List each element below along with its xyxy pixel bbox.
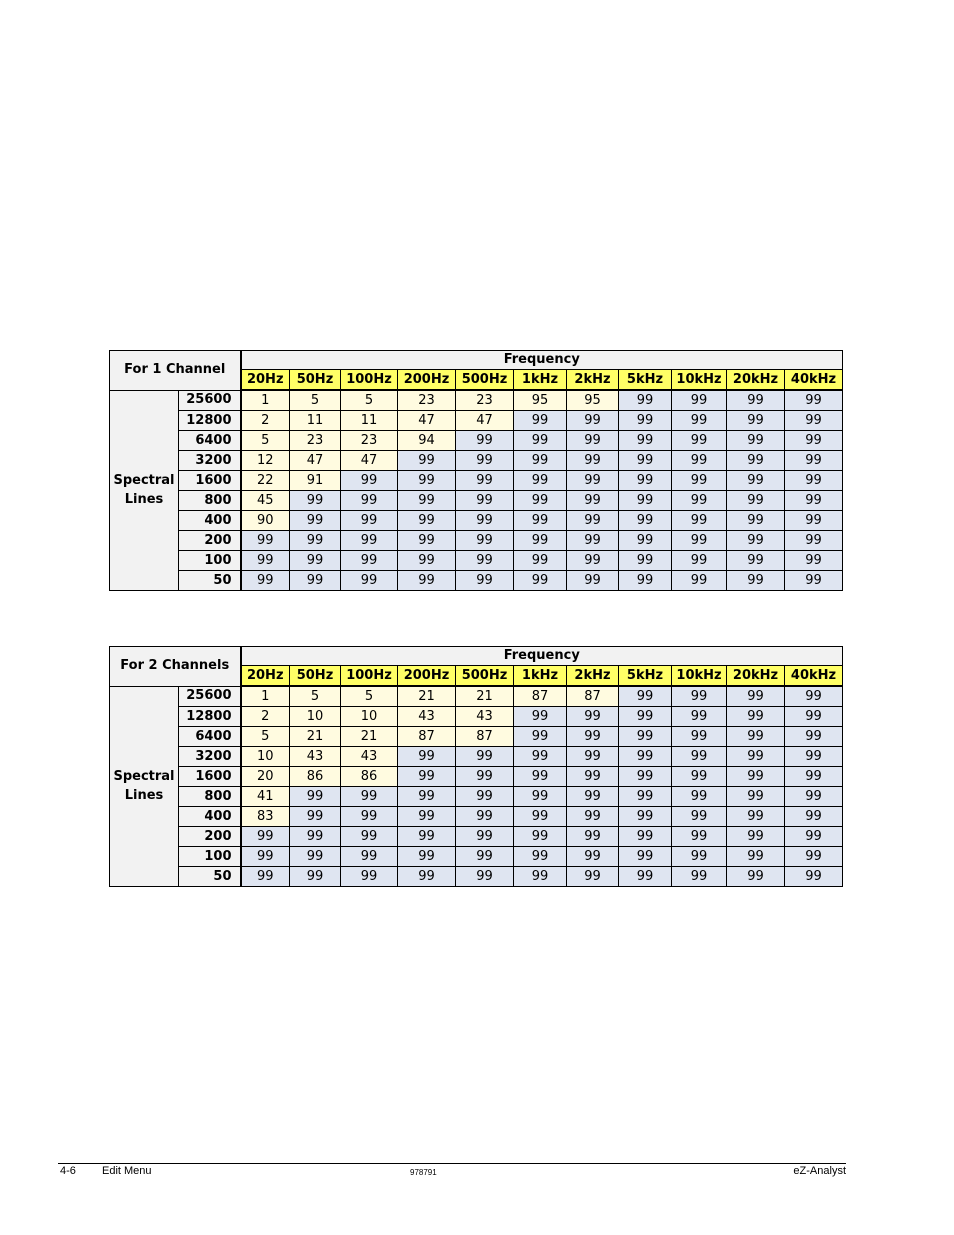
table-cell: 95: [514, 390, 567, 411]
table-cell: 43: [290, 747, 341, 767]
spectral-lines-value: 200: [179, 531, 241, 551]
table-cell: 47: [398, 411, 456, 431]
table-cell: 99: [514, 411, 567, 431]
spectral-lines-value: 200: [179, 827, 241, 847]
frequency-column-header: 2kHz: [567, 370, 619, 391]
table-cell: 99: [672, 827, 727, 847]
frequency-column-header: 200Hz: [398, 370, 456, 391]
frequency-column-header: 20kHz: [727, 666, 785, 687]
table-cell: 99: [567, 431, 619, 451]
table-cell: 45: [241, 491, 290, 511]
table-cell: 99: [785, 787, 843, 807]
spectral-lines-value: 400: [179, 511, 241, 531]
table-cell: 99: [456, 491, 514, 511]
table-cell: 99: [619, 571, 672, 591]
frequency-column-header: 40kHz: [785, 370, 843, 391]
frequency-column-header: 500Hz: [456, 370, 514, 391]
table-cell: 99: [785, 767, 843, 787]
table-cell: 99: [514, 471, 567, 491]
table-cell: 99: [290, 787, 341, 807]
footer-section-title: Edit Menu: [102, 1165, 152, 1177]
table-cell: 99: [727, 411, 785, 431]
table-cell: 99: [567, 471, 619, 491]
table-cell: 5: [341, 686, 398, 707]
table-cell: 99: [290, 807, 341, 827]
frequency-column-header: 5kHz: [619, 666, 672, 687]
spectral-lines-value: 12800: [179, 707, 241, 727]
table-cell: 5: [290, 686, 341, 707]
table-row: [110, 531, 843, 551]
table-cell: 99: [672, 531, 727, 551]
table-cell: 99: [785, 707, 843, 727]
table-cell: 99: [672, 491, 727, 511]
frequency-column-header: 100Hz: [341, 666, 398, 687]
table-cell: 99: [785, 411, 843, 431]
spectral-lines-value: 25600: [179, 686, 241, 707]
spectral-lines-label-part: Lines: [124, 492, 164, 508]
table-cell: 23: [398, 390, 456, 411]
table-cell: 99: [456, 847, 514, 867]
table-cell: 99: [398, 511, 456, 531]
table-row: [110, 451, 843, 471]
table-title: For 2 Channels: [110, 647, 241, 687]
table-cell: 99: [341, 867, 398, 887]
table-cell: 99: [567, 847, 619, 867]
table-cell: 99: [727, 686, 785, 707]
table-cell: 99: [341, 807, 398, 827]
table-row: [110, 411, 843, 431]
table-cell: 99: [514, 707, 567, 727]
table-cell: 99: [341, 551, 398, 571]
table-cell: 11: [341, 411, 398, 431]
table-cell: 99: [514, 451, 567, 471]
table-row: [110, 551, 843, 571]
table-cell: 99: [785, 686, 843, 707]
spectral-lines-value: 100: [179, 847, 241, 867]
table-cell: 99: [727, 787, 785, 807]
table-cell: 99: [619, 767, 672, 787]
table-cell: 99: [672, 767, 727, 787]
table-cell: 99: [341, 827, 398, 847]
table-cell: 99: [727, 727, 785, 747]
table-cell: 99: [727, 707, 785, 727]
table-cell: 41: [241, 787, 290, 807]
table-cell: 99: [398, 807, 456, 827]
frequency-column-header: 50Hz: [290, 666, 341, 687]
table-cell: 99: [341, 511, 398, 531]
table-cell: 99: [456, 451, 514, 471]
table-cell: 99: [398, 827, 456, 847]
table-row: [110, 511, 843, 531]
table-cell: 86: [290, 767, 341, 787]
table-cell: 5: [290, 390, 341, 411]
table-cell: 99: [727, 807, 785, 827]
table-cell: 99: [619, 390, 672, 411]
table-cell: 99: [727, 867, 785, 887]
spectral-lines-value: 25600: [179, 390, 241, 411]
table-cell: 99: [619, 727, 672, 747]
table-cell: 99: [567, 827, 619, 847]
table-row: [110, 707, 843, 727]
table-cell: 99: [567, 867, 619, 887]
table-cell: 94: [398, 431, 456, 451]
spectral-lines-value: 50: [179, 867, 241, 887]
spectral-lines-label: [110, 686, 179, 887]
table-cell: 99: [619, 411, 672, 431]
table-cell: 99: [456, 867, 514, 887]
table-cell: 99: [785, 431, 843, 451]
table-row: [110, 727, 843, 747]
table-cell: 99: [619, 451, 672, 471]
table-cell: 99: [290, 847, 341, 867]
table-cell: 99: [672, 747, 727, 767]
table-cell: 99: [398, 551, 456, 571]
table-cell: 99: [785, 491, 843, 511]
table-cell: 86: [341, 767, 398, 787]
footer-doc-number: 978791: [410, 1168, 437, 1177]
table-row: [110, 807, 843, 827]
table-cell: 99: [619, 807, 672, 827]
table-cell: 99: [727, 571, 785, 591]
spectral-lines-value: 1600: [179, 471, 241, 491]
table-cell: 99: [567, 747, 619, 767]
table-cell: 99: [456, 431, 514, 451]
table-cell: 10: [290, 707, 341, 727]
table-cell: 99: [785, 511, 843, 531]
table-cell: 99: [398, 747, 456, 767]
frequency-column-header: 20Hz: [241, 370, 290, 391]
table-cell: 99: [727, 767, 785, 787]
table-cell: 99: [727, 551, 785, 571]
table-cell: 21: [456, 686, 514, 707]
table-row: [110, 491, 843, 511]
table-cell: 99: [567, 491, 619, 511]
table-cell: 99: [341, 491, 398, 511]
table-cell: 99: [672, 787, 727, 807]
table-cell: 99: [514, 727, 567, 747]
frequency-column-header: 10kHz: [672, 666, 727, 687]
frequency-column-header: 200Hz: [398, 666, 456, 687]
table-cell: 43: [456, 707, 514, 727]
table-cell: 99: [727, 451, 785, 471]
table-row: [110, 390, 843, 411]
spectral-lines-label: [110, 390, 179, 591]
table-cell: 99: [727, 847, 785, 867]
table-cell: 99: [341, 471, 398, 491]
table-cell: 22: [241, 471, 290, 491]
frequency-header: Frequency: [241, 647, 843, 666]
table-cell: 99: [398, 491, 456, 511]
table-cell: 5: [341, 390, 398, 411]
table-cell: 99: [514, 491, 567, 511]
frequency-column-header: 2kHz: [567, 666, 619, 687]
table-cell: 23: [290, 431, 341, 451]
table-cell: 21: [398, 686, 456, 707]
table-cell: 99: [619, 551, 672, 571]
table-cell: 99: [672, 847, 727, 867]
table-cell: 99: [514, 807, 567, 827]
table-cell: 47: [456, 411, 514, 431]
table-cell: 99: [398, 571, 456, 591]
table-row: [110, 747, 843, 767]
footer-product-name: eZ-Analyst: [793, 1165, 846, 1177]
table-cell: 47: [341, 451, 398, 471]
spectral-lines-label-part: Spectral: [113, 769, 175, 785]
table-cell: 99: [785, 471, 843, 491]
table-cell: 99: [785, 827, 843, 847]
table-cell: 5: [241, 431, 290, 451]
table-cell: 99: [456, 767, 514, 787]
table-cell: 99: [514, 827, 567, 847]
table-cell: 99: [727, 471, 785, 491]
table-cell: 99: [241, 571, 290, 591]
table-cell: 99: [672, 431, 727, 451]
table-cell: 99: [514, 571, 567, 591]
table-cell: 99: [398, 451, 456, 471]
table-cell: 21: [341, 727, 398, 747]
table-cell: 99: [241, 867, 290, 887]
table-cell: 83: [241, 807, 290, 827]
frequency-column-header: 1kHz: [514, 370, 567, 391]
table-cell: 99: [398, 867, 456, 887]
table-cell: 99: [398, 471, 456, 491]
table-cell: 99: [727, 390, 785, 411]
table-cell: 99: [341, 787, 398, 807]
spectral-lines-value: 100: [179, 551, 241, 571]
table-cell: 99: [398, 787, 456, 807]
table-row: [110, 471, 843, 491]
table-cell: 99: [785, 571, 843, 591]
table-cell: 99: [567, 807, 619, 827]
table-cell: 95: [567, 390, 619, 411]
table-cell: 99: [567, 511, 619, 531]
table-cell: 99: [619, 827, 672, 847]
table-cell: 11: [290, 411, 341, 431]
table-cell: 99: [514, 511, 567, 531]
table-cell: 99: [672, 807, 727, 827]
table-cell: 99: [290, 571, 341, 591]
spectral-lines-label-part: Lines: [124, 788, 164, 804]
table-cell: 99: [241, 847, 290, 867]
table-cell: 99: [672, 707, 727, 727]
table-cell: 99: [241, 827, 290, 847]
table-cell: 99: [785, 867, 843, 887]
spectral-lines-label-part: Spectral: [113, 473, 175, 489]
table-cell: 99: [727, 431, 785, 451]
table-cell: 99: [619, 867, 672, 887]
table-cell: 99: [567, 451, 619, 471]
table-cell: 99: [241, 531, 290, 551]
table-cell: 2: [241, 411, 290, 431]
table-cell: 99: [727, 827, 785, 847]
table-cell: 99: [290, 827, 341, 847]
table-cell: 99: [785, 551, 843, 571]
table-cell: 43: [398, 707, 456, 727]
table-1-channel: [109, 350, 843, 591]
table-cell: 99: [398, 847, 456, 867]
table-cell: 10: [241, 747, 290, 767]
frequency-column-header: 20kHz: [727, 370, 785, 391]
table-cell: 99: [567, 787, 619, 807]
table-cell: 99: [619, 707, 672, 727]
table-row: [110, 571, 843, 591]
table-cell: 99: [567, 571, 619, 591]
table-cell: 99: [785, 847, 843, 867]
table-cell: 99: [672, 727, 727, 747]
table-cell: 99: [514, 867, 567, 887]
spectral-lines-value: 6400: [179, 431, 241, 451]
table-cell: 99: [567, 767, 619, 787]
table-cell: 99: [567, 531, 619, 551]
table-row: [110, 867, 843, 887]
table-cell: 99: [514, 551, 567, 571]
table-cell: 99: [619, 491, 672, 511]
spectral-lines-value: 6400: [179, 727, 241, 747]
frequency-header: Frequency: [241, 351, 843, 370]
table-cell: 99: [567, 707, 619, 727]
table-cell: 99: [619, 471, 672, 491]
table-cell: 99: [290, 511, 341, 531]
table-cell: 99: [672, 571, 727, 591]
table-cell: 99: [785, 727, 843, 747]
table-cell: 99: [341, 847, 398, 867]
table-cell: 99: [619, 787, 672, 807]
table-cell: 99: [619, 531, 672, 551]
table-row: [110, 847, 843, 867]
table-cell: 99: [672, 686, 727, 707]
table-row: [110, 827, 843, 847]
table-cell: 99: [672, 511, 727, 531]
frequency-column-header: 100Hz: [341, 370, 398, 391]
table-cell: 90: [241, 511, 290, 531]
table-cell: 99: [456, 471, 514, 491]
spectral-lines-value: 50: [179, 571, 241, 591]
frequency-column-header: 5kHz: [619, 370, 672, 391]
table-row: [110, 431, 843, 451]
table-cell: 99: [456, 551, 514, 571]
table-cell: 99: [514, 431, 567, 451]
table-cell: 99: [241, 551, 290, 571]
table-cell: 99: [672, 411, 727, 431]
table-cell: 99: [290, 491, 341, 511]
table-cell: 99: [567, 551, 619, 571]
table-cell: 99: [672, 551, 727, 571]
table-cell: 99: [619, 431, 672, 451]
table-cell: 99: [619, 747, 672, 767]
table-cell: 12: [241, 451, 290, 471]
frequency-column-header: 1kHz: [514, 666, 567, 687]
table-cell: 99: [619, 686, 672, 707]
table-cell: 99: [341, 531, 398, 551]
table-cell: 99: [785, 531, 843, 551]
table-cell: 20: [241, 767, 290, 787]
table-cell: 99: [727, 531, 785, 551]
table-cell: 99: [727, 747, 785, 767]
table-cell: 2: [241, 707, 290, 727]
spectral-lines-value: 12800: [179, 411, 241, 431]
table-cell: 99: [290, 551, 341, 571]
frequency-column-header: 40kHz: [785, 666, 843, 687]
table-cell: 99: [456, 747, 514, 767]
table-cell: 87: [398, 727, 456, 747]
table-cell: 99: [619, 847, 672, 867]
table-cell: 99: [398, 531, 456, 551]
table-cell: 99: [514, 767, 567, 787]
spectral-lines-value: 3200: [179, 747, 241, 767]
table-cell: 99: [514, 531, 567, 551]
spectral-lines-value: 1600: [179, 767, 241, 787]
table-cell: 1: [241, 390, 290, 411]
table-cell: 23: [456, 390, 514, 411]
table-cell: 23: [341, 431, 398, 451]
table-cell: 87: [567, 686, 619, 707]
table-2-channels: [109, 646, 843, 887]
table-cell: 10: [341, 707, 398, 727]
frequency-column-header: 10kHz: [672, 370, 727, 391]
table-cell: 99: [456, 787, 514, 807]
table-cell: 99: [514, 847, 567, 867]
spectral-lines-value: 400: [179, 807, 241, 827]
table-cell: 99: [785, 390, 843, 411]
table-cell: 99: [672, 451, 727, 471]
table-cell: 99: [456, 827, 514, 847]
footer-rule: [58, 1163, 846, 1164]
table-cell: 99: [785, 807, 843, 827]
table-title: For 1 Channel: [110, 351, 241, 391]
spectral-lines-value: 3200: [179, 451, 241, 471]
table-row: [110, 787, 843, 807]
table-cell: 99: [514, 787, 567, 807]
table-cell: 91: [290, 471, 341, 491]
table-cell: 99: [290, 531, 341, 551]
table-cell: 1: [241, 686, 290, 707]
table-cell: 99: [567, 411, 619, 431]
table-cell: 99: [456, 571, 514, 591]
table-cell: 99: [672, 867, 727, 887]
frequency-column-header: 500Hz: [456, 666, 514, 687]
table-cell: 99: [456, 511, 514, 531]
footer-page-number: 4-6: [60, 1165, 76, 1177]
table-cell: 99: [727, 491, 785, 511]
frequency-column-header: 50Hz: [290, 370, 341, 391]
table-row: [110, 686, 843, 707]
table-cell: 43: [341, 747, 398, 767]
table-cell: 99: [727, 511, 785, 531]
table-cell: 99: [398, 767, 456, 787]
table-cell: 99: [785, 451, 843, 471]
table-cell: 87: [514, 686, 567, 707]
table-cell: 99: [341, 571, 398, 591]
table-cell: 99: [290, 867, 341, 887]
table-cell: 99: [785, 747, 843, 767]
table-cell: 99: [456, 807, 514, 827]
spectral-lines-value: 800: [179, 491, 241, 511]
table-cell: 99: [567, 727, 619, 747]
table-cell: 99: [456, 531, 514, 551]
table-cell: 5: [241, 727, 290, 747]
table-cell: 99: [514, 747, 567, 767]
table-cell: 99: [672, 471, 727, 491]
table-cell: 99: [672, 390, 727, 411]
table-cell: 87: [456, 727, 514, 747]
spectral-lines-value: 800: [179, 787, 241, 807]
table-cell: 99: [619, 511, 672, 531]
frequency-column-header: 20Hz: [241, 666, 290, 687]
table-row: [110, 767, 843, 787]
table-cell: 21: [290, 727, 341, 747]
table-cell: 47: [290, 451, 341, 471]
